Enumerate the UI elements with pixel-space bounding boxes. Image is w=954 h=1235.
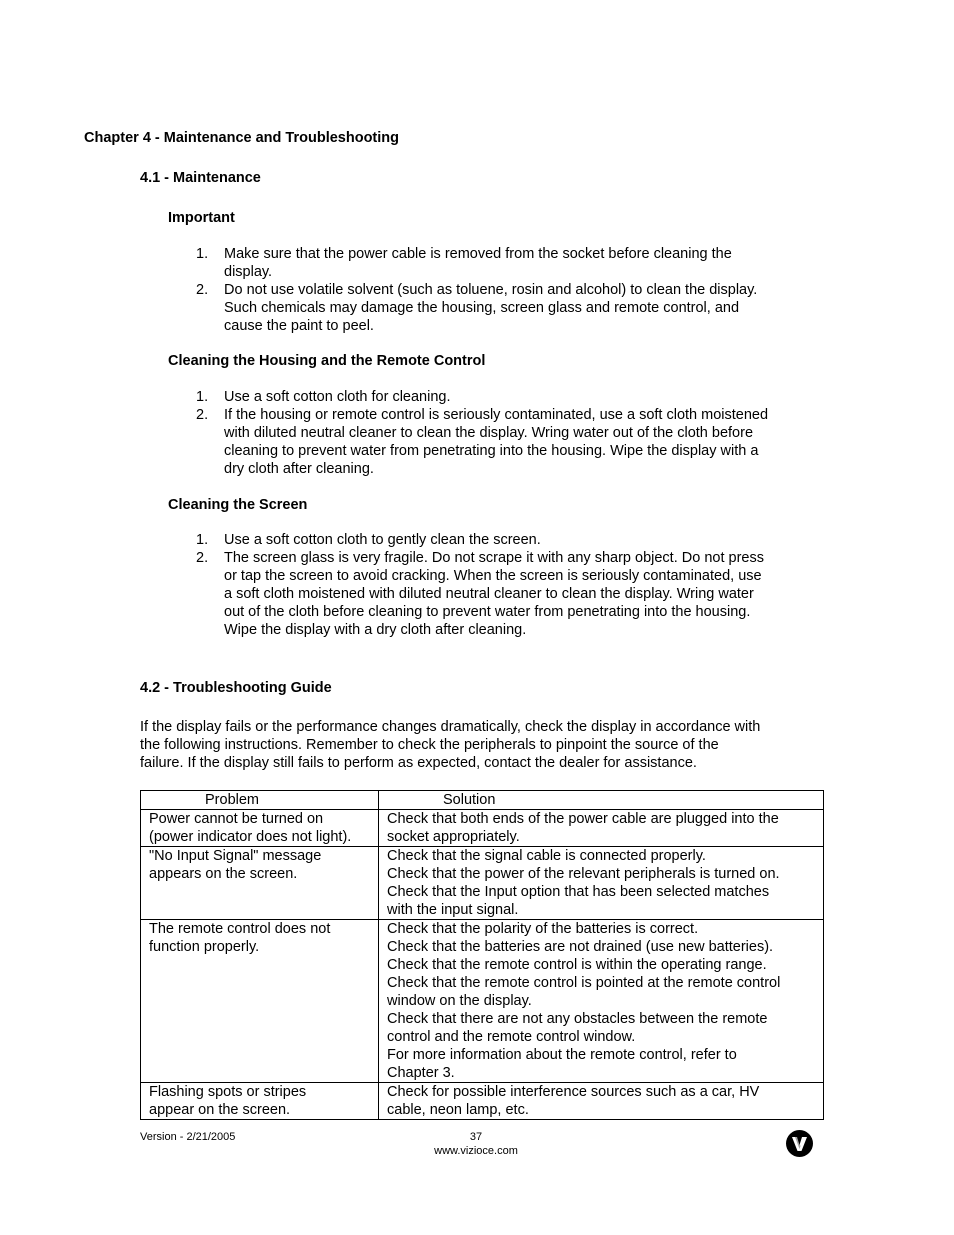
troubleshooting-heading: 4.2 - Troubleshooting Guide [140,680,332,696]
problem-cell: The remote control does not function properly. [141,920,379,1083]
table-row [141,847,824,920]
table-row [141,920,824,1083]
column-header-problem: Problem [141,791,379,810]
problem-cell: Power cannot be turned on (power indicator does not light). [141,810,379,847]
list-item: 2. The screen glass is very fragile. Do not scrape it with any sharp object. Do not press or tap the screen to avoid cracking. When the screen is seriously contaminated, use a soft cloth moistened with diluted neutral cleaner to clean the display. Wring water out of the cloth before cleaning to prevent water from penetrating into the housing. Wipe the display with a dry cloth after cleaning. [196,550,764,638]
list-item: 1. Use a soft cotton cloth to gently clean the screen. [196,532,541,548]
footer-version: Version - 2/21/2005 [140,1131,236,1143]
solution-cell: Check that the signal cable is connected properly. Check that the power of the relevant peripherals is turned on. Check that the Input option that has been selected matches with the input signal. [379,847,824,920]
screen-heading: Cleaning the Screen [168,497,308,513]
problem-cell: Flashing spots or stripes appear on the screen. [141,1083,379,1120]
maintenance-heading: 4.1 - Maintenance [140,170,261,186]
list-item: 1. Use a soft cotton cloth for cleaning. [196,389,451,405]
list-item: 2. If the housing or remote control is seriously contaminated, use a soft cloth moistened with diluted neutral cleaner to clean the display. Wring water out of the cloth before cleaning to prevent water from penetrating into the housing. Wipe the display with a dry cloth after cleaning. [196,407,769,477]
important-heading: Important [168,210,235,226]
solution-cell: Check that the polarity of the batteries is correct. Check that the batteries are not drained (use new batteries). Check that the remote control is within the operating range. Check that the remote control is pointed at the remote control window on the display. Check that there are not any obstacles between the remote control and the remote control window. For more information about the remote control, refer to Chapter 3. [379,920,824,1083]
list-item: 1. Make sure that the power cable is removed from the socket before cleaning the display. [196,246,732,280]
screen-list [196,531,826,639]
chapter-title: Chapter 4 - Maintenance and Troubleshooting [84,130,399,146]
vizio-logo-icon [786,1130,813,1157]
list-item: 2. Do not use volatile solvent (such as toluene, rosin and alcohol) to clean the display. Such chemicals may damage the housing, screen glass and remote control, and cause the paint to peel. [196,282,758,334]
important-list [196,245,826,335]
table-row [141,1083,824,1120]
column-header-solution: Solution [379,791,824,810]
housing-list [196,388,826,478]
troubleshooting-intro: If the display fails or the performance changes dramatically, check the display in accordance with the following instructions. Remember to check the peripherals to pinpoint the source of the failure. If the display still fails to perform as expected, contact the dealer for assistance. [140,719,761,771]
table-row [141,810,824,847]
problem-cell: "No Input Signal" message appears on the screen. [141,847,379,920]
solution-cell: Check that both ends of the power cable are plugged into the socket appropriately. [379,810,824,847]
housing-heading: Cleaning the Housing and the Remote Control [168,353,486,369]
solution-cell: Check for possible interference sources such as a car, HV cable, neon lamp, etc. [379,1083,824,1120]
footer-page-number: 37 [469,1131,483,1143]
troubleshooting-table [140,790,824,1120]
footer-website: www.vizioce.com [434,1145,518,1157]
table-header-row [141,791,824,810]
